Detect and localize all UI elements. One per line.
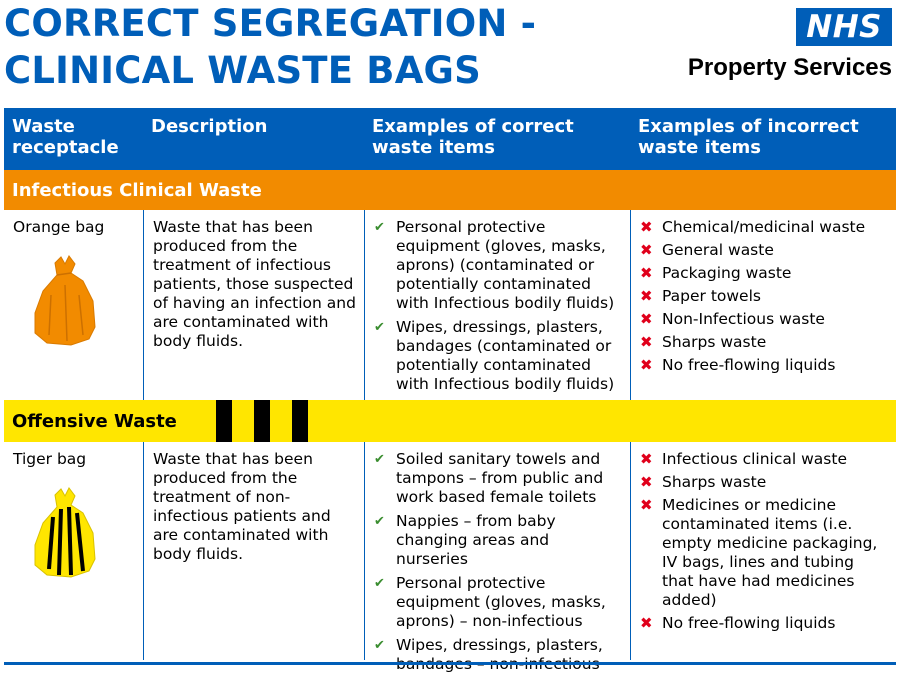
- list-item: ✔ Nappies – from baby changing areas and nurseries: [374, 512, 556, 568]
- check-icon: ✔: [374, 320, 385, 335]
- list-item: ✖ Infectious clinical waste: [640, 450, 847, 468]
- tiger-stripe-decoration: [254, 400, 270, 442]
- correct-items-cell: [364, 442, 630, 660]
- list-item: ✖ No free-flowing liquids: [640, 356, 836, 374]
- list-item: ✖ General waste: [640, 241, 774, 259]
- orange-bag-icon: [31, 255, 101, 347]
- cross-icon: ✖: [640, 473, 653, 491]
- check-icon: ✔: [374, 576, 385, 591]
- description-cell: Waste that has been produced from the treatment of infectious patients, those suspected of having an infection and are contaminated with body fluids.: [143, 210, 364, 400]
- receptacle-cell: [4, 442, 143, 660]
- nhs-logo: [688, 8, 892, 82]
- list-item: ✔ Personal protective equipment (gloves, masks, aprons) (contaminated or potentially contaminated with Infectious bodily fluids): [374, 218, 615, 312]
- cross-icon: ✖: [640, 310, 653, 328]
- waste-table: [4, 108, 896, 660]
- band-infectious-clinical-waste: Infectious Clinical Waste: [4, 170, 896, 210]
- incorrect-items-cell: [630, 442, 896, 660]
- incorrect-items-cell: [630, 210, 896, 400]
- table-row: [4, 442, 896, 660]
- header-waste-receptacle: Waste receptacle: [12, 116, 119, 158]
- receptacle-cell: [4, 210, 143, 400]
- list-item: ✖ Sharps waste: [640, 333, 767, 351]
- list-item: ✖ Packaging waste: [640, 264, 792, 282]
- cross-icon: ✖: [640, 614, 653, 632]
- description-cell: Waste that has been produced from the treatment of non-infectious patients and are contaminated with body fluids.: [143, 442, 364, 660]
- header-description: Description: [151, 116, 268, 137]
- list-item: ✔ Wipes, dressings, plasters, bandages (contaminated or potentially contaminated with Infectious bodily fluids): [374, 318, 615, 393]
- list-item: ✔ Wipes, dressings, plasters,: [374, 636, 603, 654]
- list-item: ✖ No free-flowing liquids: [640, 614, 836, 632]
- list-item: ✔ Personal protective equipment (gloves, masks, aprons) – non-infectious: [374, 574, 606, 630]
- check-icon: ✔: [374, 452, 385, 467]
- band-label: Offensive Waste: [12, 410, 177, 432]
- cross-icon: ✖: [640, 218, 653, 236]
- poster-title: [4, 0, 536, 94]
- tiger-bag-icon: [31, 487, 101, 579]
- nhs-logo-mark: NHS: [796, 8, 892, 46]
- cross-icon: ✖: [640, 333, 653, 351]
- cross-icon: ✖: [640, 241, 653, 259]
- cross-icon: ✖: [640, 450, 653, 468]
- title-line-1: CORRECT SEGREGATION -: [4, 2, 537, 45]
- header-incorrect-items: Examples of incorrect waste items: [638, 116, 859, 158]
- check-icon: ✔: [374, 220, 385, 235]
- list-item: ✖ Medicines or medicine contaminated items (i.e. empty medicine packaging, IV bags, lines and tubing that have had medicines added): [640, 496, 878, 609]
- check-icon: ✔: [374, 638, 385, 653]
- cross-icon: ✖: [640, 356, 653, 374]
- cross-icon: ✖: [640, 287, 653, 305]
- list-item: ✔ Soiled sanitary towels and tampons – from public and work based female toilets: [374, 450, 604, 506]
- cross-icon: ✖: [640, 264, 653, 282]
- list-item: ✖ Chemical/medicinal waste: [640, 218, 866, 236]
- check-icon: ✔: [374, 514, 385, 529]
- receptacle-name: Tiger bag: [13, 450, 87, 468]
- table-row: [4, 210, 896, 400]
- tiger-stripe-decoration: [292, 400, 308, 442]
- nhs-logo-subtitle: Property Services: [687, 54, 892, 81]
- header-correct-items: Examples of correct waste items: [372, 116, 574, 158]
- list-item: ✖ Non-Infectious waste: [640, 310, 825, 328]
- list-item: ✖ Paper towels: [640, 287, 761, 305]
- correct-items-cell: [364, 210, 630, 400]
- table-header: [4, 108, 896, 170]
- tiger-stripe-decoration: [216, 400, 232, 442]
- cross-icon: ✖: [640, 496, 653, 514]
- band-offensive-waste: [4, 400, 896, 442]
- title-line-2: CLINICAL WASTE BAGS: [4, 49, 481, 92]
- list-item: ✖ Sharps waste: [640, 473, 767, 491]
- table-bottom-rule: [4, 662, 896, 665]
- receptacle-name: Orange bag: [13, 218, 105, 236]
